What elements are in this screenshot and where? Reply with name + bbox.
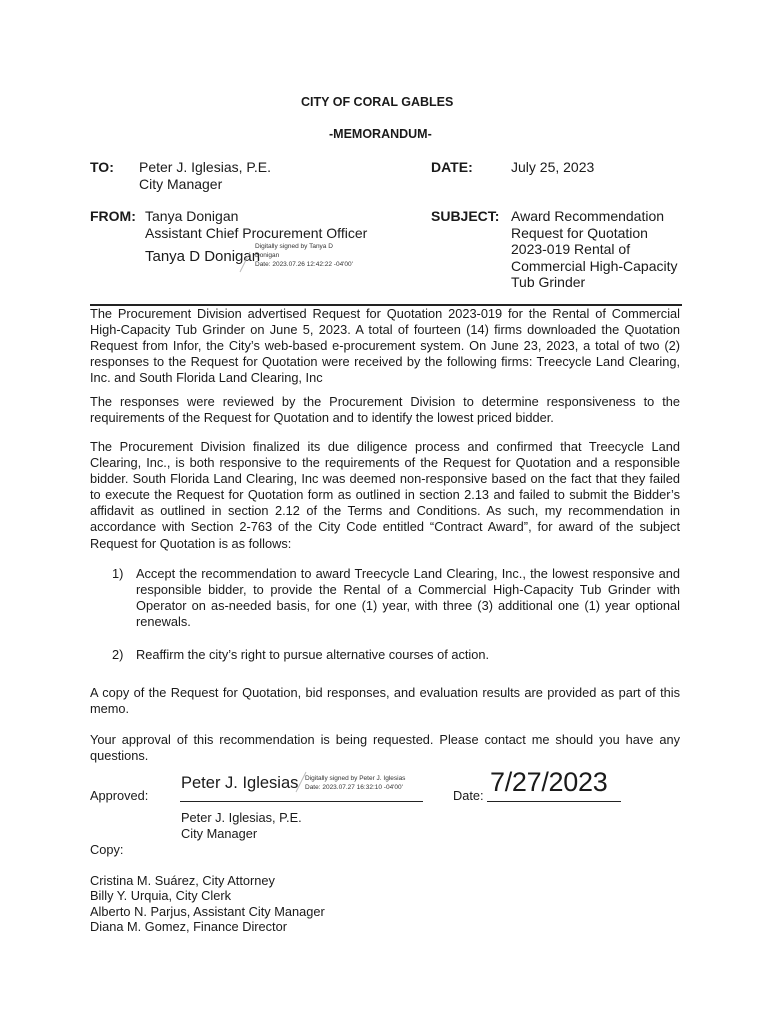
approver-name: Peter J. Iglesias, P.E. [181, 810, 302, 825]
subject-line: Tub Grinder [511, 274, 586, 290]
date-approved-value: 7/27/2023 [490, 767, 608, 797]
list-item-number: 1) [112, 566, 124, 581]
subject-line: 2023-019 Rental of [511, 241, 631, 257]
copy-recipient: Alberto N. Parjus, Assistant City Manager [90, 904, 325, 919]
to-name: Peter J. Iglesias, P.E. [139, 159, 272, 175]
date-value: July 25, 2023 [511, 159, 595, 175]
approver-signature-line1: Digitally signed by Peter J. Iglesias [305, 775, 406, 782]
from-label: FROM: [90, 208, 136, 224]
approval-signature-line [180, 801, 423, 802]
subject-line: Award Recommendation [511, 208, 665, 224]
copy-recipient: Billy Y. Urquia, City Clerk [90, 888, 232, 903]
body-paragraph-5: Your approval of this recommendation is being requested. Please contact me should you have any questions. [90, 732, 680, 764]
approver-signature-line2: Date: 2023.07.27 16:32:10 -04'00' [305, 784, 403, 791]
from-signature-line1: Digitally signed by Tanya D [255, 243, 333, 250]
approved-label: Approved: [90, 788, 149, 803]
approver-signature-name: Peter J. Iglesias [181, 774, 299, 792]
subject-label: SUBJECT: [431, 208, 500, 224]
signature-check-icon [238, 250, 252, 274]
subject-line: Request for Quotation [511, 225, 648, 241]
body-paragraph-2: The responses were reviewed by the Procurement Division to determine responsiveness to the requirements of the Request for Quotation and to identify the lowest priced bidder. [90, 394, 680, 426]
copy-recipient: Diana M. Gomez, Finance Director [90, 919, 287, 934]
body-paragraph-4: A copy of the Request for Quotation, bid responses, and evaluation results are provided as part of this memo. [90, 685, 680, 717]
date-label: DATE: [431, 159, 473, 175]
from-signature-line2: Donigan [255, 252, 280, 259]
approval-date-line [487, 801, 621, 802]
subject-line: Commercial High-Capacity [511, 258, 678, 274]
memorandum-title: -MEMORANDUM- [329, 127, 432, 141]
from-name: Tanya Donigan [145, 208, 239, 224]
from-title: Assistant Chief Procurement Officer [145, 225, 368, 241]
from-signature-name: Tanya D Donigan [145, 248, 261, 265]
list-item-text: Accept the recommendation to award Treecycle Land Clearing, Inc., the lowest responsive and responsible bidder, to provide the Rental of a Commercial High-Capacity Tub Grinder with Operator on as-needed basis, for one (1) year, with three (3) additional one (1) year optional renewals. [136, 566, 680, 629]
list-item-number: 2) [112, 647, 124, 662]
org-title: CITY OF CORAL GABLES [301, 95, 454, 109]
approver-title: City Manager [181, 826, 258, 841]
list-item-text: Reaffirm the city’s right to pursue alternative courses of action. [136, 647, 490, 662]
body-paragraph-1: The Procurement Division advertised Request for Quotation 2023-019 for the Rental of Commercial High-Capacity Tub Grinder on June 5, 2023. A total of fourteen (14) firms downloaded the Quotation Request from Infor, the City’s web-based e-procurement system. On June 23, 2023, a total of two (2) responses to the Request for Quotation were received by the following firms: Treecycle Land Clearing, Inc. and South Florida Land Clearing, Inc [90, 306, 680, 386]
copy-recipient: Cristina M. Suárez, City Attorney [90, 873, 275, 888]
copy-label: Copy: [90, 842, 124, 857]
from-signature-line3: Date: 2023.07.26 12:42:22 -04'00' [255, 261, 353, 268]
date-approved-label: Date: [453, 788, 484, 803]
to-label: TO: [90, 159, 114, 175]
body-paragraph-3: The Procurement Division finalized its due diligence process and confirmed that Treecycle Land Clearing, Inc., is both responsive to the requirements of the Request for Quotation and a responsible bidder. South Florida Land Clearing, Inc was deemed non-responsive based on the fact that they failed to execute the Request for Quotation form as outlined in section 2.13 and failed to submit the Bidder’s affidavit as outlined in section 2.12 of the Terms and Conditions. As such, my recommendation in accordance with Section 2-763 of the City Code entitled “Contract Award”, for award of the subject Request for Quotation is as follows: [90, 439, 680, 551]
to-title: City Manager [139, 176, 223, 192]
